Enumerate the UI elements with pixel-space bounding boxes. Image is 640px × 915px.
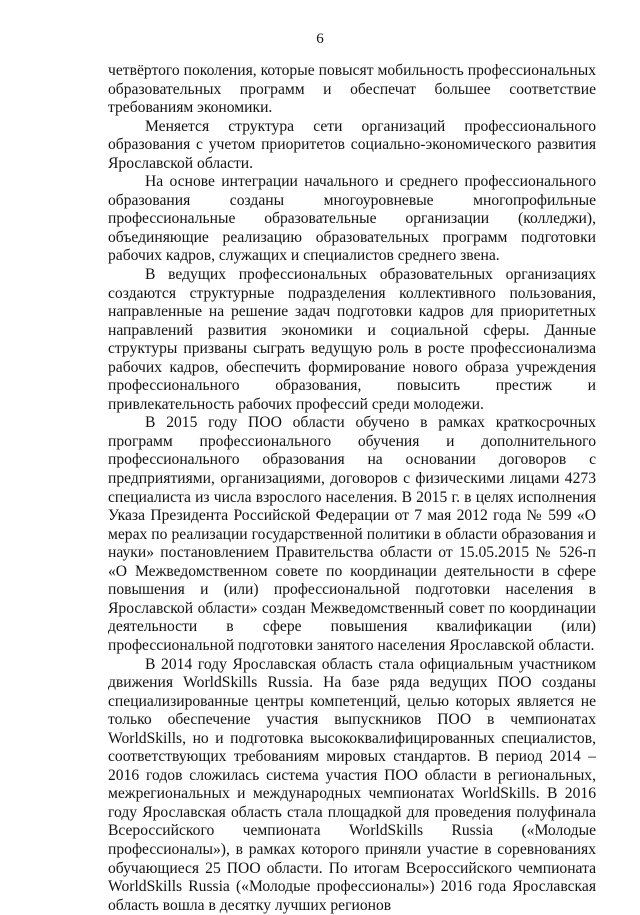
paragraph-network-structure: Меняется структура сети организаций профессионального образования с учетом приоритетов социально-экономического развития Ярославской области. — [108, 118, 596, 174]
document-body — [108, 62, 596, 915]
paragraph-colleges: На основе интеграции начального и среднего профессионального образования созданы многоуровневые многопрофильные профессиональные образовательные организации (колледжи), объединяющие реализацию образовательных программ подготовки рабочих кадров, служащих и специалистов среднего звена. — [108, 173, 596, 266]
paragraph-worldskills: В 2014 году Ярославская область стала официальным участником движения WorldSkills Russia. На базе ряда ведущих ПОО созданы специализированные центры компетенций, целью которых является не только обеспечение участия выпускников ПОО в чемпионатах WorldSkills, но и подготовка высококвалифицированных специалистов, соответствующих требованиям мировых стандартов. В период 2014 – 2016 годов сложилась система участия ПОО области в региональных, межрегиональных и международных чемпионатах WorldSkills. В 2016 году Ярославская область стала площадкой для проведения полуфинала Всероссийского чемпионата WorldSkills Russia («Молодые профессионалы»), в рамках которого приняли участие в соревнованиях обучающиеся 25 ПОО области. По итогам Всероссийского чемпионата WorldSkills Russia («Молодые профессионалы») 2016 года Ярославская область вошла в десятку лучших регионов — [108, 656, 596, 915]
page-number: 6 — [0, 30, 640, 48]
paragraph-continued: четвёртого поколения, которые повысят мобильность профессиональных образовательных программ и обеспечат большее соответствие требованиям экономики. — [108, 62, 596, 118]
paragraph-2015-training: В 2015 году ПОО области обучено в рамках краткосрочных программ профессионального обучения и дополнительного профессионального образования на основании договоров с предприятиями, организациями, договоров с физическими лицами 4273 специалиста из числа взрослого населения. В 2015 г. в целях исполнения Указа Президента Российской Федерации от 7 мая 2012 года № 599 «О мерах по реализации государственной политики в области образования и науки» постановлением Правительства области от 15.05.2015 № 526-п «О Межведомственном совете по координации деятельности в сфере повышения и (или) профессиональной подготовки населения в Ярославской области» создан Межведомственный совет по координации деятельности в сфере повышения квалификации (или) профессиональной подготовки занятого населения Ярославской области. — [108, 414, 596, 655]
paragraph-shared-units: В ведущих профессиональных образовательных организациях создаются структурные подразделения коллективного пользования, направленные на решение задач подготовки кадров для приоритетных направлений развития экономики и социальной сферы. Данные структуры призваны сыграть ведущую роль в росте профессионализма рабочих кадров, обеспечить формирование нового образа учреждения профессионального образования, повысить престиж и привлекательность рабочих профессий среди молодежи. — [108, 266, 596, 414]
